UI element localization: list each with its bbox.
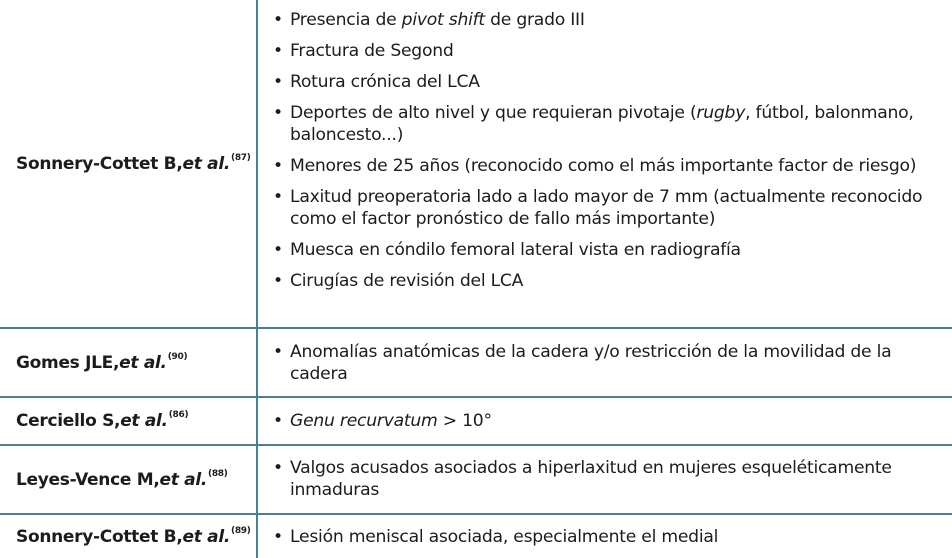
et-al: et al.: [119, 352, 167, 373]
reference-number: (87): [231, 152, 251, 163]
author-name: Leyes-Vence M,: [16, 469, 160, 490]
criteria-list: [272, 410, 944, 432]
author-cell: [16, 329, 252, 396]
criteria-item: • Fractura de Segond: [272, 40, 944, 62]
criteria-item: • Rotura crónica del LCA: [272, 71, 944, 93]
criteria-item: • Lesión meniscal asociada, especialmente el medial: [272, 526, 944, 548]
criteria-list: [272, 9, 944, 292]
criteria-item: • Presencia de pivot shift de grado III: [272, 9, 944, 31]
author-cell: [16, 446, 252, 513]
author-name: Sonnery-Cottet B,: [16, 526, 183, 547]
criteria-item: • Laxitud preoperatoria lado a lado mayor de 7 mm (actualmente reconocido como el factor pronóstico de fallo más importante): [272, 186, 944, 230]
author-name: Sonnery-Cottet B,: [16, 153, 183, 174]
criteria-item: • Deportes de alto nivel y que requieran pivotaje (rugby, fútbol, balonmano, baloncesto...): [272, 102, 944, 146]
table-row: [0, 446, 952, 515]
author-cell: [16, 0, 252, 327]
reference-number: (89): [231, 525, 251, 536]
criteria-item: • Anomalías anatómicas de la cadera y/o restricción de la movilidad de la cadera: [272, 341, 944, 385]
table-row: [0, 329, 952, 398]
et-al: et al.: [120, 411, 168, 431]
author-cell: [16, 515, 252, 558]
reference-number: (88): [208, 468, 228, 479]
reference-number: (86): [168, 410, 189, 420]
et-al: et al.: [159, 469, 208, 490]
criteria-list: [272, 341, 944, 385]
table-row: [0, 515, 952, 558]
criteria-item: • Muesca en cóndilo femoral lateral vista en radiografía: [272, 239, 944, 261]
author-cell: [16, 398, 252, 444]
criteria-list: [272, 457, 944, 501]
criteria-item: • Menores de 25 años (reconocido como el más importante factor de riesgo): [272, 155, 944, 177]
author-name: Cerciello S,: [16, 411, 121, 431]
et-al: et al.: [182, 153, 231, 174]
author-name: Gomes JLE,: [16, 352, 120, 373]
et-al: et al.: [182, 526, 231, 547]
criteria-item: • Cirugías de revisión del LCA: [272, 270, 944, 292]
reference-number: (90): [167, 351, 188, 362]
table-row: [0, 398, 952, 446]
criteria-item: • Valgos acusados asociados a hiperlaxitud en mujeres esqueléticamente inmaduras: [272, 457, 944, 501]
column-divider: [256, 0, 258, 558]
criteria-list: [272, 526, 944, 548]
criteria-item: • Genu recurvatum > 10°: [272, 410, 944, 432]
